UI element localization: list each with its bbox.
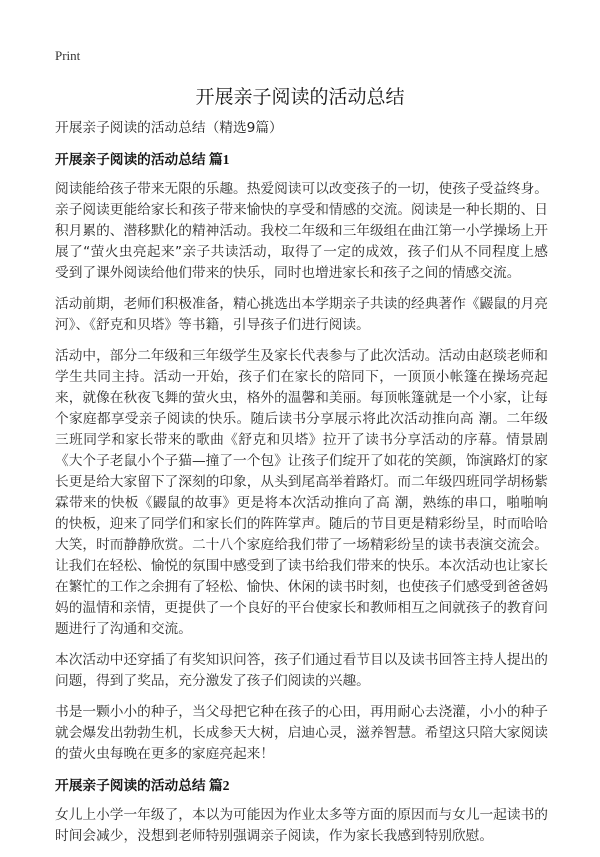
paragraph: 书是一颗小小的种子，当父母把它种在孩子的心田，再用耐心去浇灌，小小的种子就会爆发出勃勃生机，长成参天大树，启迪心灵，滋养智慧。希望这只陪大家阅读的萤火虫每晚在更多的家庭亮起来！ xyxy=(55,704,548,762)
paragraph: 活动中，部分二年级和三年级学生及家长代表参与了此次活动。活动由赵琰老师和学生共同主持。活动一开始，孩子们在家长的陪同下，一顶顶小帐篷在操场亮起来，就像在秋夜飞舞的萤火虫，格外的温馨和美丽。每顶帐篷就是一个小家，让每个家庭都享受亲子阅读的快乐。随后读书分享展示将此次活动推向高 潮。二年级三班同学和家长带来的歌曲《舒克和贝塔》拉开了读书分享活动的序幕。情景剧《大个子老鼠小个子猫—撞了一个包》让孩子们绽开了如花的笑颜，饰演路灯的家长更是给大家留下了深刻的印象，从头到尾高举着路灯。而二年级四班同学胡杨紫霖带来的快板《鼹鼠的故事》更是将本次活动推向了高 潮，熟练的串口，啪啪响的快板，迎来了同学们和家长们的阵阵掌声。随后的节目更是精彩纷呈，时而哈哈大笑，时而静静欣赏。二十八个家庭给我们带了一场精彩纷呈的读书表演交流会。让我们在轻松、愉悦的氛围中感受到了读书给我们带来的快乐。本次活动也让家长在繁忙的工作之余拥有了轻松、愉快、休闲的读书时刻，也使孩子们感受到爸爸妈妈的温情和亲情，更提供了一个良好的平台使家长和教师相互之间就孩子的教育问题进行了沟通和交流。 xyxy=(55,348,548,637)
page-title: 开展亲子阅读的活动总结 xyxy=(195,86,405,108)
paragraph: 活动前期，老师们积极准备，精心挑选出本学期亲子共读的经典著作《鼹鼠的月亮河》、《舒克和贝塔》等书籍，引导孩子们进行阅读。 xyxy=(55,296,548,333)
paragraph: 本次活动中还穿插了有奖知识问答，孩子们通过看节目以及读书回答主持人提出的问题，得到了奖品，充分激发了孩子们阅读的兴趣。 xyxy=(55,652,548,689)
print-link[interactable]: Print xyxy=(55,48,81,63)
section-heading-1: 开展亲子阅读的活动总结 篇1 xyxy=(55,152,230,167)
section-heading-2: 开展亲子阅读的活动总结 篇2 xyxy=(55,778,230,793)
paragraph: 阅读能给孩子带来无限的乐趣。热爱阅读可以改变孩子的一切，使孩子受益终身。亲子阅读更能给家长和孩子带来愉快的享受和情感的交流。阅读是一种长期的、日积月累的、潜移默化的精神活动。我校二年级和三年级组在曲江第一小学操场上开展了“萤火虫亮起来”亲子共读活动，取得了一定的成效，孩子们从不同程度上感受到了课外阅读给他们带来的快乐，同时也增进家长和孩子之间的情感交流。 xyxy=(55,181,548,281)
paragraph: 女儿上小学一年级了，本以为可能因为作业太多等方面的原因而与女儿一起读书的时间会减少，没想到老师特别强调亲子阅读，作为家长我感到特别欣慰。 xyxy=(55,807,548,844)
document-subtitle: 开展亲子阅读的活动总结（精选9篇） xyxy=(55,120,283,136)
document-body xyxy=(55,118,548,857)
